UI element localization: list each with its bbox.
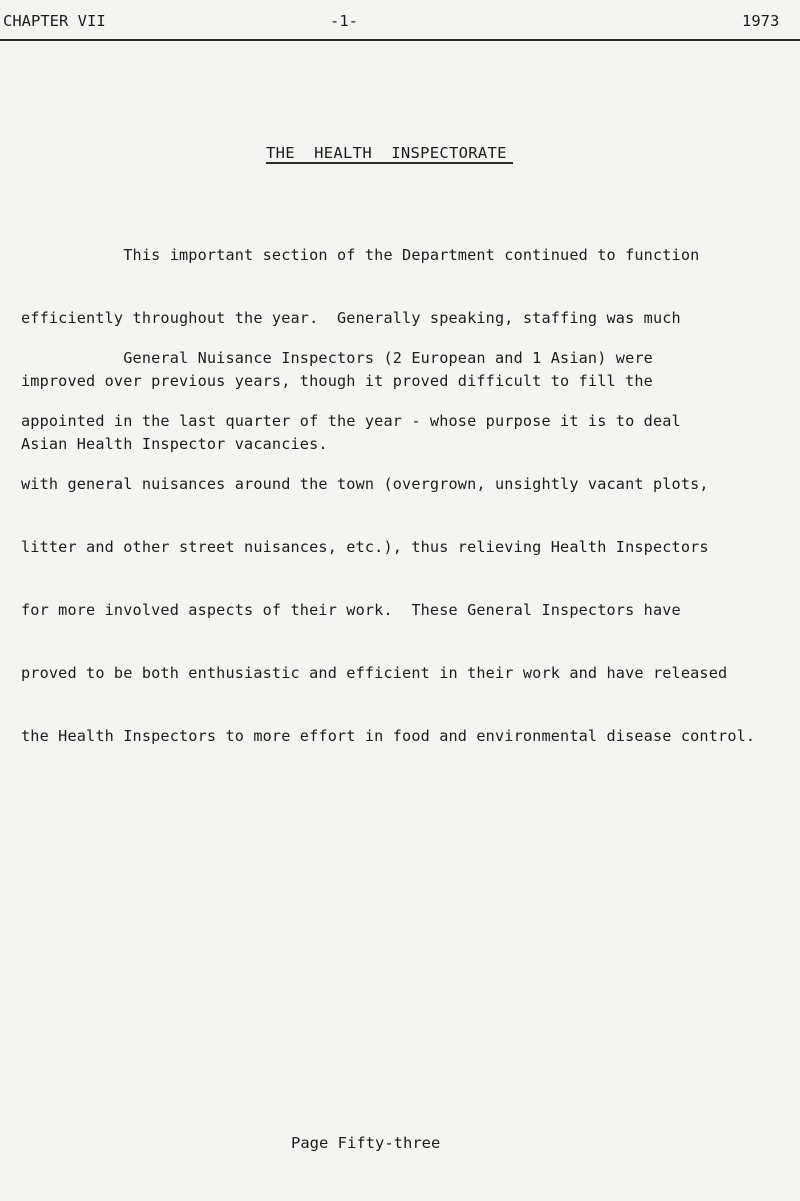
year-label: 1973 (742, 12, 780, 30)
paragraph-line: improved over previous years, though it proved difficult to fill the (21, 372, 653, 390)
chapter-label: CHAPTER VII (3, 12, 106, 30)
paragraph-line: proved to be both enthusiastic and efficient in their work and have released (21, 664, 728, 682)
paragraph-line: litter and other street nuisances, etc.), thus relieving Health Inspectors (21, 538, 709, 556)
page-marker: -1- (330, 12, 358, 30)
section-title: THE HEALTH INSPECTORATE (266, 144, 507, 162)
paragraph-line: efficiently throughout the year. Generally speaking, staffing was much (21, 309, 681, 327)
paragraph-line: with general nuisances around the town (overgrown, unsightly vacant plots, (21, 475, 709, 493)
page-footer: Page Fifty-three (291, 1134, 441, 1152)
paragraph-line: appointed in the last quarter of the year - whose purpose it is to deal (21, 412, 681, 430)
title-underline (266, 162, 513, 164)
paragraph-line: General Nuisance Inspectors (2 European and 1 Asian) were (21, 349, 653, 367)
paragraph-line: for more involved aspects of their work. These General Inspectors have (21, 601, 681, 619)
paragraph-line: the Health Inspectors to more effort in food and environmental disease control. (21, 727, 756, 745)
header-rule (0, 39, 800, 41)
running-head (0, 8, 800, 34)
paragraph-line: This important section of the Department continued to function (21, 246, 700, 264)
paragraph-2 (21, 306, 800, 789)
paragraph-line: Asian Health Inspector vacancies. (21, 435, 328, 453)
